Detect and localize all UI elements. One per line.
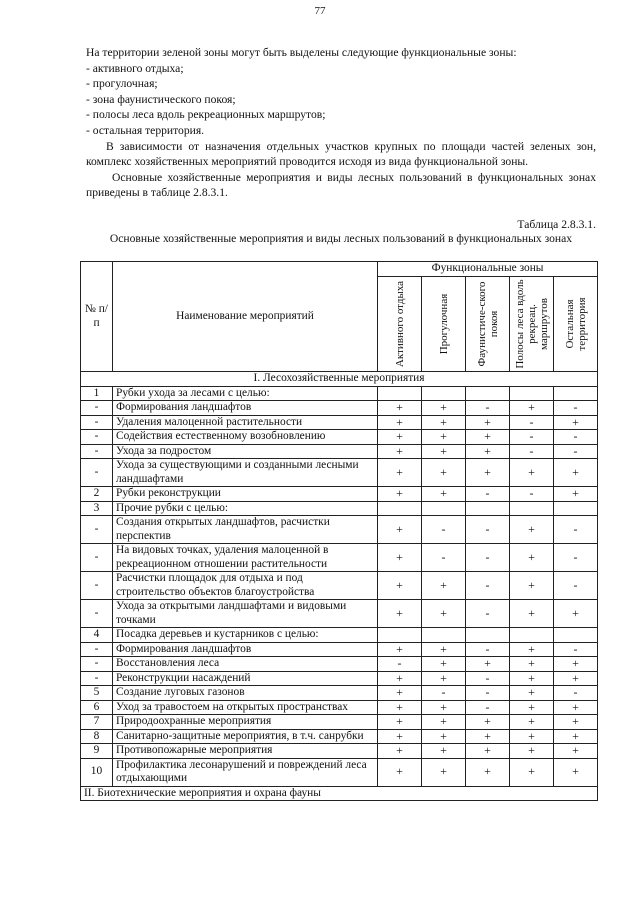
zone-mark: - xyxy=(554,642,598,657)
zone-mark xyxy=(510,628,554,643)
zone-mark: + xyxy=(422,600,466,628)
row-number: - xyxy=(81,572,113,600)
table-row xyxy=(81,544,598,572)
zone-mark: + xyxy=(554,657,598,672)
row-activity: Создание луговых газонов xyxy=(113,686,378,701)
row-activity: Содействия естественному возобновлению xyxy=(113,430,378,445)
zone-mark: + xyxy=(378,729,422,744)
zone-mark: - xyxy=(510,444,554,459)
zone-mark: + xyxy=(510,744,554,759)
row-activity: Ухода за существующими и созданными лесными ландшафтами xyxy=(113,459,378,487)
row-number: 8 xyxy=(81,729,113,744)
zone-mark: + xyxy=(378,686,422,701)
zone-mark: + xyxy=(422,744,466,759)
zone-list-item: - зона фаунистического покоя; xyxy=(86,92,236,106)
row-number: - xyxy=(81,600,113,628)
zone-mark: + xyxy=(378,544,422,572)
zone-mark: + xyxy=(554,729,598,744)
zone-mark: + xyxy=(378,600,422,628)
intro-text xyxy=(86,45,596,201)
zone-mark: + xyxy=(510,715,554,730)
zone-mark: + xyxy=(378,516,422,544)
zone-mark: - xyxy=(466,600,510,628)
row-activity: Санитарно-защитные мероприятия, в т.ч. санрубки xyxy=(113,729,378,744)
zone-mark: + xyxy=(554,715,598,730)
zone-mark xyxy=(466,386,510,401)
zone-mark: + xyxy=(554,758,598,786)
zone-mark: + xyxy=(466,758,510,786)
zone-mark: + xyxy=(378,487,422,502)
zone-mark: - xyxy=(466,700,510,715)
section-forestry-heading: I. Лесохозяйственные мероприятия xyxy=(81,372,598,387)
zone-mark: + xyxy=(378,401,422,416)
zone-mark: + xyxy=(466,729,510,744)
activities-table xyxy=(80,261,598,801)
zone-mark: + xyxy=(466,657,510,672)
paragraph-2: Основные хозяйственные мероприятия и виды лесных пользований в функциональных зонах приведены в таблице 2.8.3.1. xyxy=(86,170,596,200)
page-number: 77 xyxy=(314,5,326,17)
zone-mark: + xyxy=(510,671,554,686)
zone-mark: + xyxy=(378,572,422,600)
zone-mark: + xyxy=(378,459,422,487)
zone-mark: - xyxy=(554,686,598,701)
table-row xyxy=(81,600,598,628)
zone-mark: + xyxy=(466,444,510,459)
row-activity: Ухода за открытыми ландшафтами и видовыми точками xyxy=(113,600,378,628)
zone-list-item: - прогулочная; xyxy=(86,77,158,91)
zone-mark: + xyxy=(378,671,422,686)
zone-mark: + xyxy=(378,744,422,759)
row-number: - xyxy=(81,544,113,572)
row-activity: Противопожарные мероприятия xyxy=(113,744,378,759)
zone-mark: + xyxy=(378,700,422,715)
zone-mark: + xyxy=(422,657,466,672)
zone-mark: + xyxy=(554,744,598,759)
header-num: № п/п xyxy=(81,262,113,372)
zone-mark: + xyxy=(510,401,554,416)
zone-mark: + xyxy=(422,700,466,715)
row-activity: Создания открытых ландшафтов, расчистки перспектив xyxy=(113,516,378,544)
zone-mark: - xyxy=(554,430,598,445)
zone-mark xyxy=(466,501,510,516)
zone-mark xyxy=(422,501,466,516)
row-activity: Расчистки площадок для отдыха и под строительство объектов благоустройства xyxy=(113,572,378,600)
zone-mark xyxy=(378,501,422,516)
zone-mark: + xyxy=(422,758,466,786)
header-zone-strips: Полосы леса вдоль рекреац. маршрутов xyxy=(510,277,554,372)
zone-mark xyxy=(422,386,466,401)
zone-mark: - xyxy=(466,686,510,701)
zone-mark: - xyxy=(466,487,510,502)
table-row xyxy=(81,444,598,459)
zone-mark: - xyxy=(510,430,554,445)
zone-mark: + xyxy=(422,430,466,445)
zone-mark: + xyxy=(554,487,598,502)
row-number: - xyxy=(81,657,113,672)
row-activity: Формирования ландшафтов xyxy=(113,401,378,416)
zone-mark: - xyxy=(466,671,510,686)
zone-mark xyxy=(554,386,598,401)
zone-mark: + xyxy=(422,444,466,459)
zone-mark: + xyxy=(510,544,554,572)
table-row xyxy=(81,459,598,487)
zone-mark xyxy=(466,628,510,643)
table-row xyxy=(81,430,598,445)
table-caption: Основные хозяйственные мероприятия и виды лесных пользований в функциональных зонах xyxy=(109,232,573,245)
table-row xyxy=(81,700,598,715)
zone-mark: + xyxy=(378,444,422,459)
zone-mark: + xyxy=(554,700,598,715)
zone-mark: - xyxy=(510,487,554,502)
zone-mark: - xyxy=(466,401,510,416)
table-row xyxy=(81,744,598,759)
zone-mark xyxy=(378,386,422,401)
zone-mark: + xyxy=(422,459,466,487)
zone-mark: + xyxy=(466,744,510,759)
table-row xyxy=(81,686,598,701)
zone-mark: + xyxy=(378,758,422,786)
zone-mark xyxy=(510,386,554,401)
row-number: 10 xyxy=(81,758,113,786)
zone-mark: - xyxy=(466,572,510,600)
zone-mark: + xyxy=(510,459,554,487)
zone-mark: + xyxy=(378,715,422,730)
zone-mark: + xyxy=(510,572,554,600)
zone-mark: - xyxy=(554,401,598,416)
zone-mark: + xyxy=(466,430,510,445)
zone-mark xyxy=(554,628,598,643)
zone-mark: + xyxy=(378,430,422,445)
row-number: 5 xyxy=(81,686,113,701)
row-activity: Формирования ландшафтов xyxy=(113,642,378,657)
section-biotech-heading: II. Биотехнические мероприятия и охрана фауны xyxy=(81,786,598,801)
zones-lead: На территории зеленой зоны могут быть выделены следующие функциональные зоны: xyxy=(86,46,517,59)
table-row xyxy=(81,642,598,657)
table-row xyxy=(81,415,598,430)
header-zone-fauna: Фаунистиче-ского покоя xyxy=(466,277,510,372)
table-row xyxy=(81,516,598,544)
row-number: - xyxy=(81,430,113,445)
row-activity: Посадка деревьев и кустарников с целью: xyxy=(113,628,378,643)
zone-mark: + xyxy=(510,600,554,628)
row-activity: Уход за травостоем на открытых пространствах xyxy=(113,700,378,715)
row-number: - xyxy=(81,415,113,430)
zone-list-item: - остальная территория. xyxy=(86,123,205,137)
paragraph-1: В зависимости от назначения отдельных участков крупных по площади частей зеленых зон, комплекс хозяйственных мероприятий проводится исходя из вида функциональной зоны. xyxy=(86,139,596,169)
zone-mark: + xyxy=(510,729,554,744)
header-zones-group: Функциональные зоны xyxy=(378,262,598,277)
row-number: 6 xyxy=(81,700,113,715)
zone-mark: + xyxy=(422,401,466,416)
zone-mark: + xyxy=(422,487,466,502)
zone-list-item: - активного отдыха; xyxy=(86,61,184,75)
zone-mark: - xyxy=(554,516,598,544)
zone-mark: + xyxy=(510,657,554,672)
zone-mark: + xyxy=(422,671,466,686)
table-row xyxy=(81,628,598,643)
row-number: - xyxy=(81,516,113,544)
zone-mark: - xyxy=(510,415,554,430)
row-number: 3 xyxy=(81,501,113,516)
zone-mark: + xyxy=(510,700,554,715)
row-number: - xyxy=(81,401,113,416)
zone-mark: + xyxy=(466,459,510,487)
zone-mark: - xyxy=(422,686,466,701)
zone-mark: - xyxy=(422,516,466,544)
row-activity: Профилактика лесонарушений и повреждений леса отдыхающими xyxy=(113,758,378,786)
row-number: 1 xyxy=(81,386,113,401)
row-number: - xyxy=(81,671,113,686)
zone-list-item: - полосы леса вдоль рекреационных маршрутов; xyxy=(86,108,326,122)
zone-mark: + xyxy=(510,686,554,701)
zone-mark: + xyxy=(510,642,554,657)
zone-mark: + xyxy=(422,572,466,600)
zone-mark xyxy=(422,628,466,643)
zone-mark: + xyxy=(378,642,422,657)
zone-mark: + xyxy=(378,415,422,430)
zone-mark xyxy=(378,628,422,643)
zone-mark: + xyxy=(554,671,598,686)
row-activity: Рубки ухода за лесами с целью: xyxy=(113,386,378,401)
zone-mark: - xyxy=(554,444,598,459)
table-row xyxy=(81,401,598,416)
header-zone-other: Остальная территория xyxy=(554,277,598,372)
zone-mark: + xyxy=(554,600,598,628)
zone-mark: - xyxy=(466,516,510,544)
zone-mark: - xyxy=(422,544,466,572)
zone-mark: + xyxy=(510,758,554,786)
row-number: 4 xyxy=(81,628,113,643)
header-name: Наименование мероприятий xyxy=(113,262,378,372)
row-activity: Удаления малоценной растительности xyxy=(113,415,378,430)
zone-mark: + xyxy=(554,459,598,487)
row-number: - xyxy=(81,642,113,657)
zone-mark: + xyxy=(554,415,598,430)
zone-mark: - xyxy=(554,544,598,572)
zone-mark: - xyxy=(554,572,598,600)
table-row xyxy=(81,657,598,672)
table-row xyxy=(81,671,598,686)
zone-mark: + xyxy=(422,642,466,657)
table-row xyxy=(81,487,598,502)
table-row xyxy=(81,572,598,600)
zone-mark xyxy=(554,501,598,516)
header-zone-active: Активного отдыха xyxy=(378,277,422,372)
row-activity: Реконструкции насаждений xyxy=(113,671,378,686)
row-activity: На видовых точках, удаления малоценной в рекреационном отношении растительности xyxy=(113,544,378,572)
table-row xyxy=(81,386,598,401)
table-label: Таблица 2.8.3.1. xyxy=(517,218,596,231)
zone-mark: + xyxy=(466,415,510,430)
row-number: 7 xyxy=(81,715,113,730)
table-row xyxy=(81,501,598,516)
table-row xyxy=(81,715,598,730)
row-number: - xyxy=(81,459,113,487)
zone-mark: + xyxy=(422,715,466,730)
row-activity: Ухода за подростом xyxy=(113,444,378,459)
zone-mark xyxy=(510,501,554,516)
row-activity: Восстановления леса xyxy=(113,657,378,672)
table-row xyxy=(81,758,598,786)
zone-mark: + xyxy=(466,715,510,730)
zone-mark: + xyxy=(510,516,554,544)
row-number: 2 xyxy=(81,487,113,502)
row-activity: Прочие рубки с целью: xyxy=(113,501,378,516)
header-zone-walking: Прогулочная xyxy=(422,277,466,372)
zone-mark: - xyxy=(466,642,510,657)
zone-mark: - xyxy=(466,544,510,572)
table-row xyxy=(81,729,598,744)
row-number: 9 xyxy=(81,744,113,759)
zone-mark: + xyxy=(422,729,466,744)
zone-mark: + xyxy=(422,415,466,430)
row-activity: Рубки реконструкции xyxy=(113,487,378,502)
row-number: - xyxy=(81,444,113,459)
row-activity: Природоохранные мероприятия xyxy=(113,715,378,730)
zone-mark: - xyxy=(378,657,422,672)
